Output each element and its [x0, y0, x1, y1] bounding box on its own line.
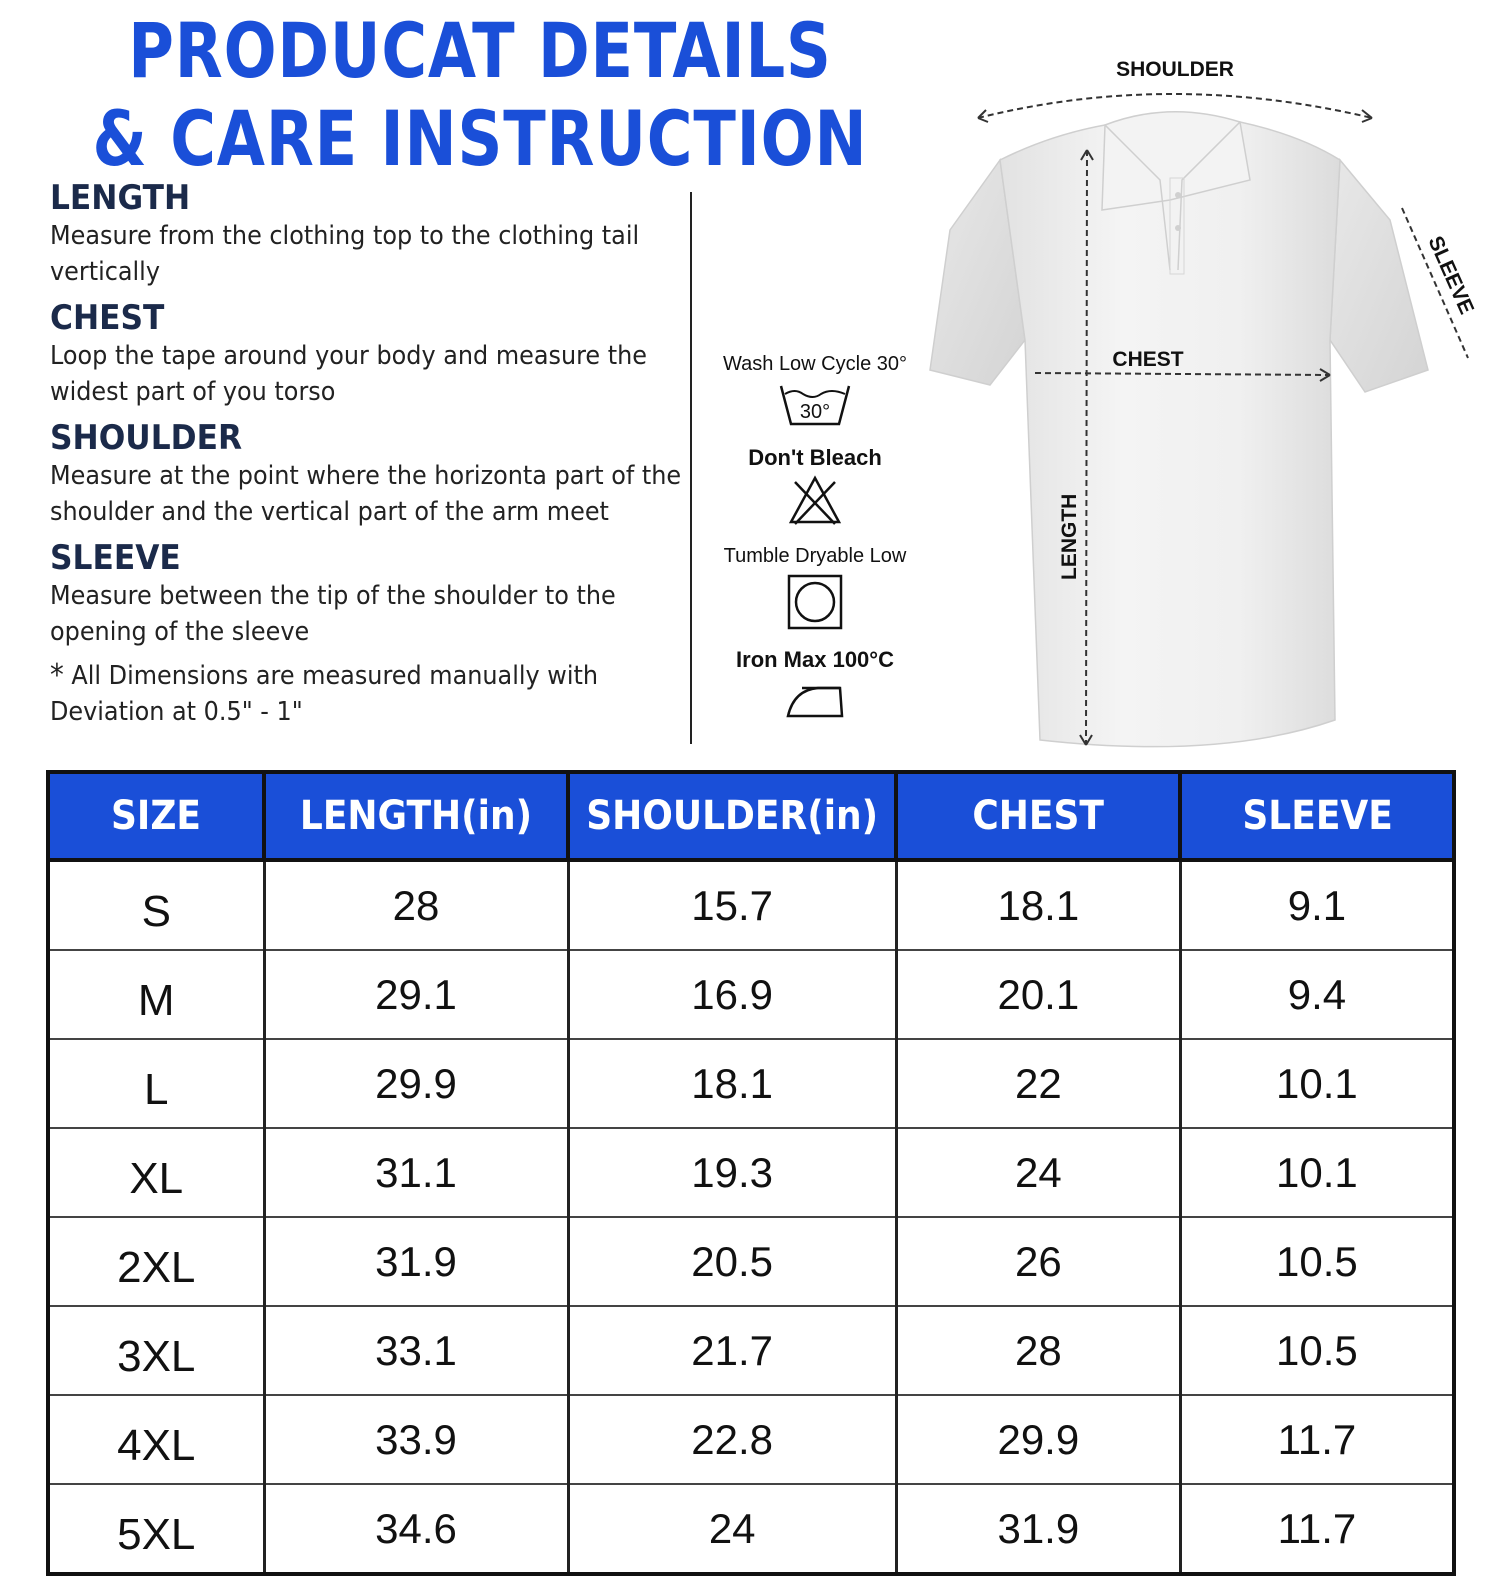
chest-heading: CHEST	[50, 298, 165, 338]
chest-cell: 29.9	[896, 1395, 1180, 1484]
sleeve-cell: 10.5	[1180, 1306, 1454, 1395]
shoulder-cell: 24	[568, 1484, 896, 1574]
table-row	[48, 1217, 1454, 1306]
care-dry	[712, 544, 918, 632]
shoulder-cell: 21.7	[568, 1306, 896, 1395]
wash-30-icon	[775, 380, 855, 430]
table-row	[48, 1039, 1454, 1128]
length-cell: 31.9	[264, 1217, 568, 1306]
shoulder-description: Measure at the point where the horizonta part of the shoulder and the vertical part of the arm meet	[50, 461, 682, 527]
length-cell: 34.6	[264, 1484, 568, 1574]
table-row	[48, 950, 1454, 1039]
size-cell: 3XL	[48, 1306, 264, 1395]
page-title-line1: PRODUCAT DETAILS	[128, 6, 832, 95]
length-header: LENGTH(in)	[264, 772, 568, 860]
sleeve-label: SLEEVE	[1423, 232, 1479, 318]
no-bleach-icon	[785, 474, 845, 528]
size-cell: 2XL	[48, 1217, 264, 1306]
care-bleach	[712, 446, 918, 528]
shoulder-cell: 18.1	[568, 1039, 896, 1128]
sleeve-description: Measure between the tip of the shoulder to the opening of the sleeve	[50, 581, 616, 647]
shirt-diagram	[920, 40, 1500, 760]
table-row	[48, 860, 1454, 950]
length-cell: 28	[264, 860, 568, 950]
chest-cell: 22	[896, 1039, 1180, 1128]
shoulder-cell: 16.9	[568, 950, 896, 1039]
polo-shirt-illustration	[920, 40, 1500, 760]
length-label: LENGTH	[1058, 493, 1081, 580]
length-heading: LENGTH	[50, 178, 191, 218]
iron-label: Iron Max 100°C	[736, 647, 894, 672]
size-chart-table	[46, 770, 1456, 1576]
table-row	[48, 1128, 1454, 1217]
table-row	[48, 1484, 1454, 1574]
shoulder-header: SHOULDER(in)	[568, 772, 896, 860]
size-cell: 5XL	[48, 1484, 264, 1574]
measurement-note	[50, 658, 694, 730]
shoulder-label: SHOULDER	[1116, 58, 1234, 81]
length-cell: 33.1	[264, 1306, 568, 1395]
chest-cell: 28	[896, 1306, 1180, 1395]
sleeve-cell: 10.5	[1180, 1217, 1454, 1306]
shoulder-cell: 22.8	[568, 1395, 896, 1484]
tumble-dry-icon	[785, 572, 845, 632]
dry-label: Tumble Dryable Low	[723, 545, 907, 567]
shoulder-cell: 15.7	[568, 860, 896, 950]
sleeve-cell: 10.1	[1180, 1128, 1454, 1217]
sleeve-cell: 11.7	[1180, 1395, 1454, 1484]
wash-label: Wash Low Cycle 30°	[723, 353, 907, 375]
chest-cell: 24	[896, 1128, 1180, 1217]
bleach-label: Don't Bleach	[748, 445, 882, 470]
page-title-line2: & CARE INSTRUCTION	[92, 94, 868, 183]
size-cell: S	[48, 860, 264, 950]
chest-header: CHEST	[896, 772, 1180, 860]
table-row	[48, 1395, 1454, 1484]
size-cell: 4XL	[48, 1395, 264, 1484]
size-cell: XL	[48, 1128, 264, 1217]
size-cell: M	[48, 950, 264, 1039]
chest-label: CHEST	[1112, 348, 1184, 371]
care-instructions	[712, 352, 918, 738]
care-wash	[712, 352, 918, 430]
size-header: SIZE	[48, 772, 264, 860]
chest-cell: 31.9	[896, 1484, 1180, 1574]
measurement-definitions	[50, 178, 690, 730]
table-row	[48, 1306, 1454, 1395]
sleeve-heading: SLEEVE	[50, 538, 181, 578]
care-iron	[712, 648, 918, 722]
chest-cell: 18.1	[896, 860, 1180, 950]
sleeve-header: SLEEVE	[1180, 772, 1454, 860]
length-cell: 31.1	[264, 1128, 568, 1217]
chest-cell: 20.1	[896, 950, 1180, 1039]
sleeve-cell: 10.1	[1180, 1039, 1454, 1128]
note-asterisk: *	[50, 658, 64, 693]
length-cell: 29.1	[264, 950, 568, 1039]
length-cell: 29.9	[264, 1039, 568, 1128]
wash-temp-label: 30°	[799, 401, 831, 423]
divider	[690, 192, 692, 744]
length-description: Measure from the clothing top to the clothing tail vertically	[50, 221, 640, 287]
chest-cell: 26	[896, 1217, 1180, 1306]
size-cell: L	[48, 1039, 264, 1128]
table-header-row	[48, 772, 1454, 860]
shoulder-cell: 20.5	[568, 1217, 896, 1306]
sleeve-cell: 11.7	[1277, 1504, 1357, 1552]
length-cell: 33.9	[264, 1395, 568, 1484]
sleeve-cell: 9.1	[1180, 860, 1454, 950]
chest-description: Loop the tape around your body and measure the widest part of you torso	[50, 341, 648, 407]
sleeve-cell: 9.4	[1180, 950, 1454, 1039]
iron-icon	[780, 676, 850, 722]
shoulder-heading: SHOULDER	[50, 418, 243, 458]
note-text: All Dimensions are measured manually with Deviation at 0.5" - 1"	[50, 661, 599, 727]
shoulder-cell: 19.3	[568, 1128, 896, 1217]
